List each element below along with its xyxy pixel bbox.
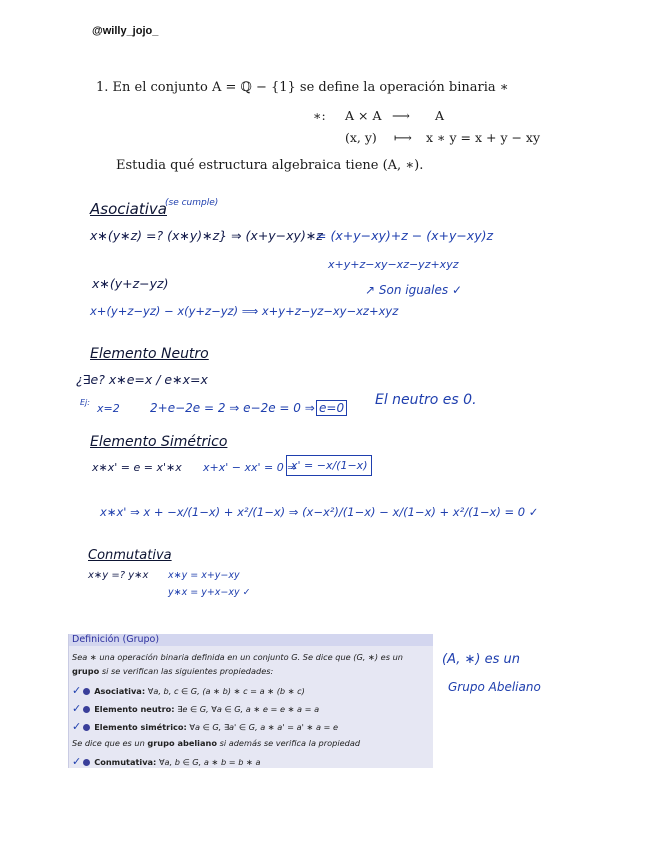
- definition-item-3: [72, 720, 338, 733]
- author-handle: @willy_jojo_: [92, 25, 159, 37]
- map-pair: (x, y): [345, 130, 377, 145]
- map-arrow-to: ⟼: [394, 130, 412, 145]
- neutro-note: El neutro es 0.: [375, 392, 477, 408]
- map-codomain: A: [435, 108, 445, 123]
- problem-statement: 1. En el conjunto A = ℚ − {1} se define la operación binaria ∗: [96, 80, 509, 95]
- bullet-icon: [83, 706, 90, 713]
- definition-abelian-post: si además se verifica la propiedad: [216, 738, 361, 748]
- definition-item-1: [72, 684, 305, 697]
- conclusion-line-1: (A, ∗) es un: [442, 652, 520, 667]
- bullet-icon: [83, 688, 90, 695]
- map-rule: x ∗ y = x + y − xy: [426, 130, 541, 145]
- check-icon: ✓: [72, 684, 82, 697]
- bullet-icon: [83, 759, 90, 766]
- asociativa-line-3: x+(y+z−yz) − x(y+z−yz) ⟹ x+y+z−yz−xy−xz+xyz: [90, 304, 399, 318]
- definition-item-label: Conmutativa:: [94, 757, 157, 767]
- map-star: ∗:: [313, 108, 326, 123]
- neutro-line-1: ¿∃e? x∗e=x / e∗x=x: [76, 372, 208, 387]
- definition-item-formula: ∀a, b, c ∈ G, (a ∗ b) ∗ c = a ∗ (b ∗ c): [147, 686, 305, 696]
- definition-item-formula: ∀a ∈ G, ∃a' ∈ G, a ∗ a' = a' ∗ a = e: [189, 722, 339, 732]
- section-asociativa-title: Asociativa: [90, 200, 167, 218]
- definition-item-label: Asociativa:: [94, 686, 146, 696]
- asociativa-line-1b: = (x+y−xy)+z − (x+y−xy)z: [316, 228, 494, 243]
- conmutativa-line-2: x∗y = x+y−xy: [168, 570, 240, 581]
- definition-text-2-rest: si se verifican las siguientes propiedades:: [99, 666, 274, 676]
- section-conmutativa-title: Conmutativa: [88, 548, 172, 563]
- conclusion-line-2: Grupo Abeliano: [448, 680, 541, 694]
- problem-question: Estudia qué estructura algebraica tiene (A, ∗).: [116, 158, 424, 173]
- simetrico-line-1: x∗x' = e = x'∗x: [92, 461, 182, 474]
- asociativa-note: (se cumple): [165, 198, 219, 208]
- section-neutro-title: Elemento Neutro: [90, 346, 209, 362]
- check-icon: ✓: [72, 702, 82, 715]
- definition-item-4: [72, 755, 261, 768]
- asociativa-line-1: x∗(y∗z) =? (x∗y)∗z} ⇒ (x+y−xy)∗z: [90, 228, 323, 243]
- definition-item-formula: ∃e ∈ G, ∀a ∈ G, a ∗ e = e ∗ a = a: [177, 704, 320, 714]
- definition-abelian-pre: Se dice que es un: [72, 738, 148, 748]
- neutro-example-label: Ej:: [80, 398, 90, 407]
- definition-abelian-text: [72, 738, 360, 748]
- simetrico-line-2: x∗x' ⇒ x + −x/(1−x) + x²/(1−x) ⇒ (x−x²)/(1−x) − x/(1−x) + x²/(1−x) = 0 ✓: [100, 505, 539, 519]
- map-domain: A × A: [345, 108, 382, 123]
- neutro-result-box: e=0: [316, 400, 347, 416]
- check-icon: ✓: [72, 720, 82, 733]
- neutro-example-x: x=2: [97, 402, 120, 415]
- definition-title: Definición (Grupo): [72, 634, 160, 645]
- asociativa-expansion: x+y+z−xy−xz−yz+xyz: [328, 258, 459, 271]
- definition-text-1: Sea ∗ una operación binaria definida en un conjunto G. Se dice que (G, ∗) es un: [72, 652, 403, 662]
- conmutativa-line-3: y∗x = y+x−xy ✓: [168, 587, 251, 598]
- asociativa-line-2: x∗(y+z−yz): [92, 276, 169, 291]
- asociativa-equal-note: ↗ Son iguales ✓: [365, 283, 462, 297]
- bullet-icon: [83, 724, 90, 731]
- section-simetrico-title: Elemento Simétrico: [90, 434, 228, 450]
- map-arrow: ⟶: [392, 108, 410, 123]
- conmutativa-line-1: x∗y =? y∗x: [88, 570, 149, 581]
- simetrico-result-box: x' = −x/(1−x): [286, 455, 372, 476]
- neutro-line-2: 2+e−2e = 2 ⇒ e−2e = 0 ⇒: [150, 401, 315, 415]
- definition-item-label: Elemento simétrico:: [94, 722, 187, 732]
- definition-item-2: [72, 702, 319, 715]
- simetrico-line-1b: x+x' − xx' = 0 ⇒: [203, 461, 297, 474]
- definition-item-formula: ∀a, b ∈ G, a ∗ b = b ∗ a: [158, 757, 261, 767]
- definition-term-grupo: grupo: [72, 666, 100, 676]
- definition-term-abeliano: grupo abeliano: [147, 738, 217, 748]
- definition-item-label: Elemento neutro:: [94, 704, 175, 714]
- definition-text-2: [72, 666, 273, 676]
- check-icon: ✓: [72, 755, 82, 768]
